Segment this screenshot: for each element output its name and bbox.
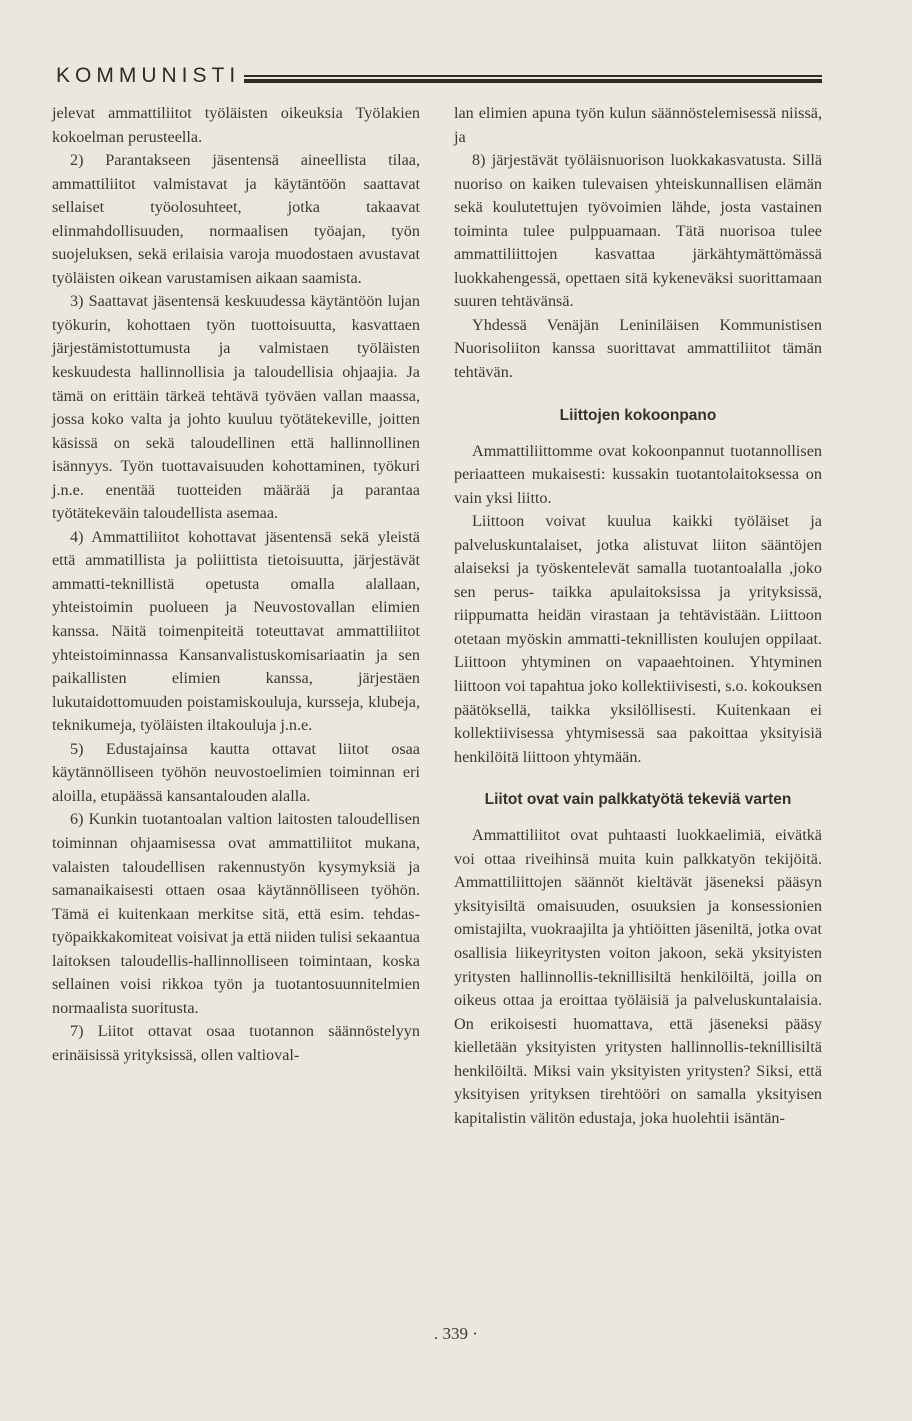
paragraph-production-principle: Ammattiliittomme ovat kokoonpannut tuotannollisen periaatteen mukaisesti: kussakin tuotantolaitoksessa on vain yksi liitto.	[454, 441, 822, 507]
paragraph-item-4: 4) Ammattiliitot kohottavat jäsentensä sekä yleistä että ammatillista ja poliittista tietoisuutta, järjestävät ammatti-teknillistä opetusta omalla alallaan, yhteistoimin puolueen ja Neuvostovallan elimien kanssa. Näitä toimenpiteitä toteuttavat ammattiliitot yhteistoiminnassa Kansanvalistuskomisariaatin ja sen paikallisten elimien kanssa, järjestäen lukutaidottomuuden poistamiskouluja, kursseja, klubeja, teknikumeja, työläisten iltakouluja j.n.e.	[52, 527, 420, 735]
paragraph-item-2: 2) Parantakseen jäsentensä aineellista tilaa, ammattiliitot valmistavat ja käytäntöön saattavat sellaiset työolosuhteet, jotka takaavat elinmahdollisuuden, normaalisen työajan, työn suojeluksen, sekä erilaisia varoja muodostaen avustavat työläisten oikean varustamisen aikaan saamista.	[52, 151, 420, 287]
page-number: . 339 ·	[434, 1324, 478, 1343]
right-column	[454, 102, 822, 1130]
paragraph-membership: Liittoon voivat kuulua kaikki työläiset ja palveluskuntalaiset, jotka alistuvat liiton sääntöjen alaiseksi ja työskentelevät samalla tuotantoalalla ,joko sen perus- taikka apulaitoksissa ja yrityksissä, riippumatta heidän virastaan ja tehtävistään. Liittoon otetaan myöskin ammatti-teknillisten koulujen oppilaat. Liittoon yhtyminen on vapaaehtoinen. Yhtyminen liittoon voi tapahtua joko kollektiivisesti, s.o. kokouksen päätöksellä, taikka yksilöllisesti. Kuitenkaan ei kollektiivisessa yhtymisessä saa pakoittaa yksityisiä henkilöitä liittoon yhtymään.	[454, 512, 822, 766]
section-heading-wage-workers: Liitot ovat vain palkkatyötä tekeviä varten	[484, 791, 792, 809]
section-heading-composition: Liittojen kokoonpano	[559, 406, 717, 424]
paragraph-item-5: 5) Edustajainsa kautta ottavat liitot osaa käytännölliseen työhön neuvostoelimien toiminnan eri aloilla, etupäässä kansantalouden alalla.	[52, 739, 420, 805]
paragraph-class-organs: Ammattiliitot ovat puhtaasti luokkaelimiä, eivätkä voi ottaa riveihinsä muita kuin palkkatyön tekijöitä. Ammattiliittojen säännöt kieltävät jäseneksi pääsyn yksityisiltä omaisuuden, osuuksien ja konsessionien omistajilta, vuokraajilta ja yhtiöitten jäseniltä, jotka ovat osallisia liikeyritysten voiton jakoon, sekä yksityisten yritysten hallinnollis-teknillisiltä henkilöiltä, joilla on oikeus ottaa ja eroittaa työläisiä ja palveluskuntalaisia. On erikoisesti huomattava, että jäseneksi pääsy kielletään yksityisten yritysten hallinnollis-teknillisiltä henkilöiltä. Miksi vain yksityisten yritysten? Siksi, että yksityisen yrityksen tirehtööri on samalla yksityisen kapitalistin välitön edustaja, joka huolehtii isäntän-	[454, 826, 822, 1127]
running-header	[56, 58, 822, 86]
header-rule	[244, 75, 822, 83]
paragraph-continuation: lan elimien apuna työn kulun säännöstelemisessä niissä, ja	[454, 104, 822, 146]
paragraph-item-6: 6) Kunkin tuotantoalan valtion laitosten taloudellisen toiminnan ohjaamisessa ovat ammattiliitot mukana, valaisten taloudellisen rakennustyön kysymyksiä ja samanaikaisesti ottaen osaa käytännölliseen työhön. Tämä ei kuitenkaan merkitse sitä, että esim. tehdas-työpaikkakomiteat voisivat ja että niiden tulisi sekaantua laitoksen taloudellis-hallinnolliseen toimintaan, koska sellainen voisi rikkoa työn ja tuotantosuunnitelmien normaalista suoritusta.	[52, 810, 420, 1017]
paragraph-continuation: jelevat ammattiliitot työläisten oikeuksia Työlakien kokoelman perusteella.	[52, 104, 420, 146]
paragraph-item-3: 3) Saattavat jäsentensä keskuudessa käytäntöön lujan työkurin, kohottaen työn tuottoisuutta, kasvattaen järjestämistottumusta ja valmistaen työläisten keskuudesta hallinnollisia ja taloudellisia ohjaajia. Ja tämä on erittäin tärkeä tehtävä työväen vallan maassa, jossa koko valta ja johto kuuluu työtätekeville, joitten käsissä on sekä taloudellinen että hallinnollinen isännyys. Työn tuottavaisuuden kohottaminen, työkuri j.n.e. enentää tuotteiden määrää ja parantaa työtätekeväin taloudellista asemaa.	[52, 292, 420, 523]
paragraph-youth-league: Yhdessä Venäjän Leniniläisen Kommunistisen Nuorisoliiton kanssa suorittavat ammattiliitot tämän tehtävän.	[454, 315, 822, 382]
journal-title: KOMMUNISTI	[56, 64, 241, 87]
left-column	[52, 102, 420, 1067]
paragraph-item-7: 7) Liitot ottavat osaa tuotannon säännöstelyyn erinäisissä yrityksissä, ollen valtioval-	[52, 1022, 420, 1064]
paragraph-item-8: 8) järjestävät työläisnuorison luokkakasvatusta. Sillä nuoriso on kaiken tulevaisen yhteiskunnallisen elämän sekä koulutettujen työvoimien lähde, josta vastainen toiminta tulee pulppuamaan. Tätä nuorisoa tulee ammattiliittojen kasvattaa järkähtymättömässä luokkahengessä, opettaen sitä kykeneväksi suorittamaan suuren tehtävänsä.	[454, 151, 822, 311]
